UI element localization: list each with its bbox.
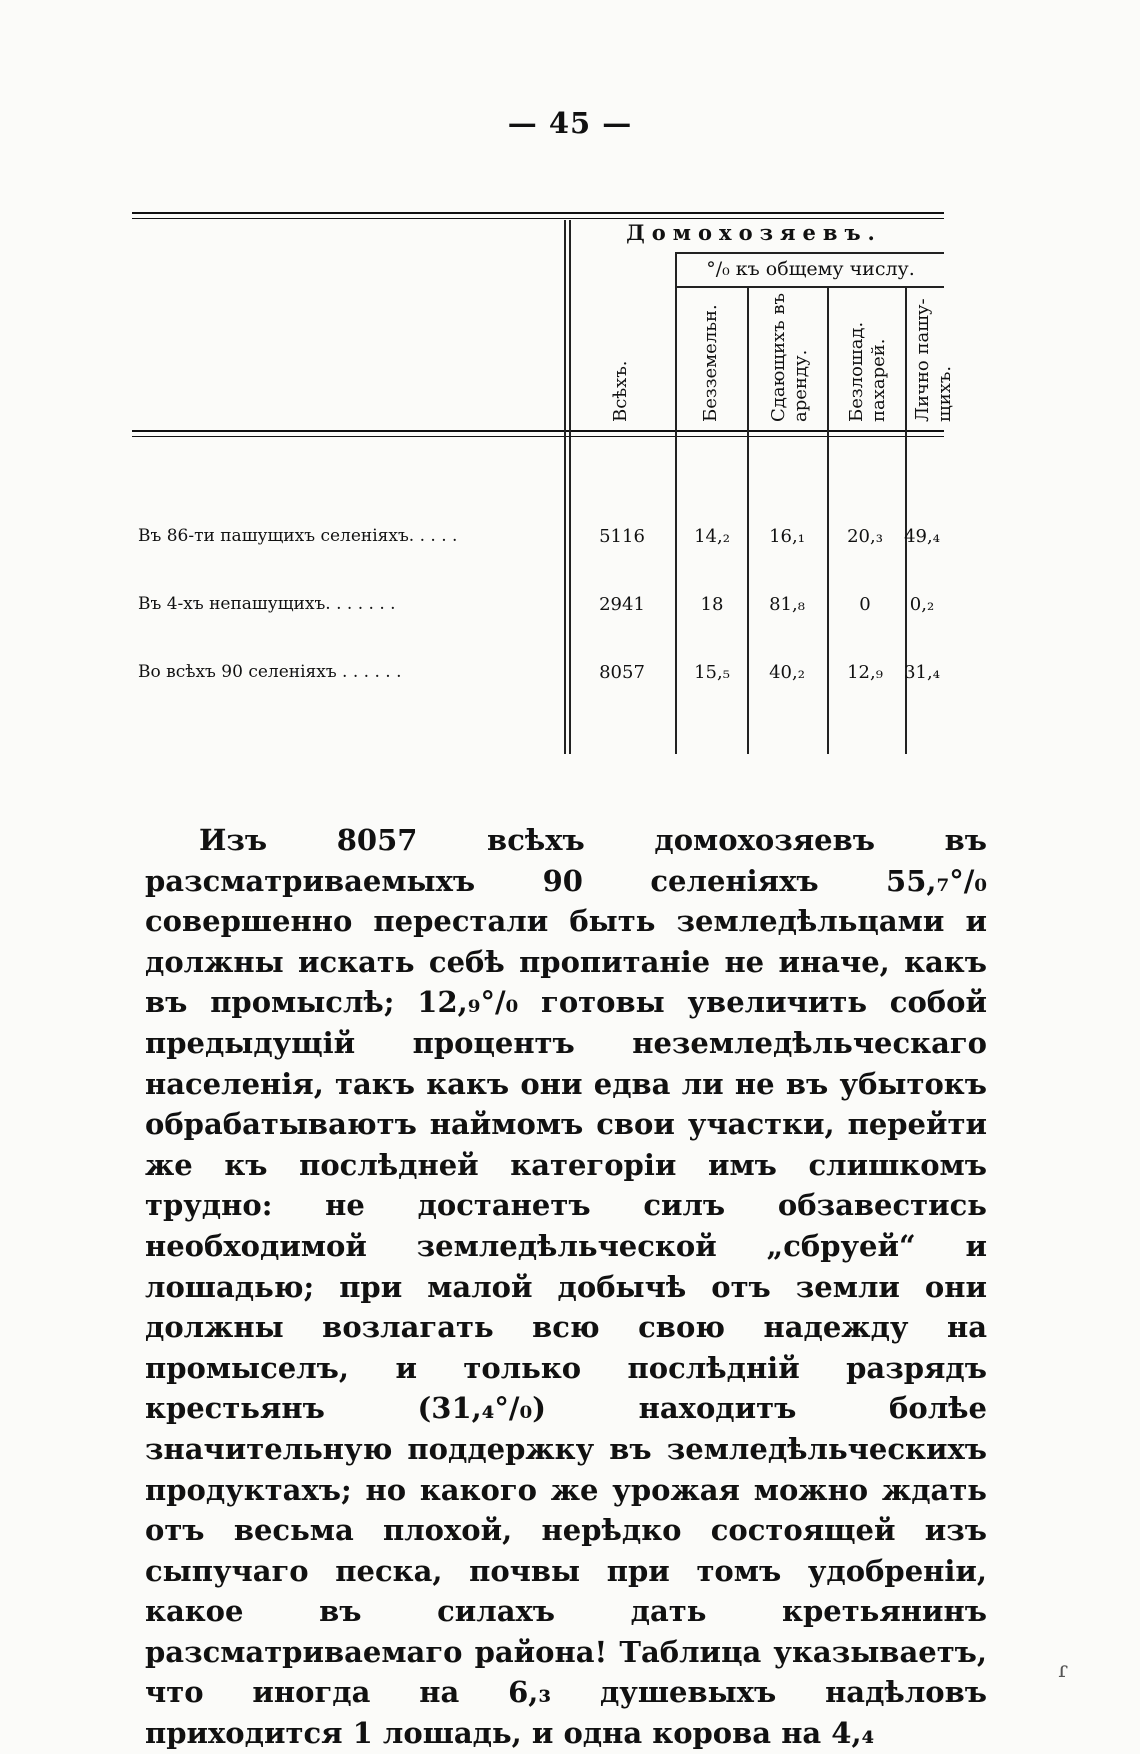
header-bottom-rule (132, 430, 944, 432)
col-header-renting (768, 293, 812, 422)
row-label: Во всѣхъ 90 селеніяхъ . . . . . . (138, 662, 402, 682)
col-header-self (912, 298, 956, 422)
col-header-horseless-line1: Безлошад. (846, 321, 867, 422)
header-households: Домохозяевъ. (626, 220, 882, 245)
col-header-self-line2: щихъ. (934, 365, 955, 422)
cell-renting: 16,₁ (769, 526, 805, 547)
row-label: Въ 4-хъ непашущихъ. . . . . . . (138, 594, 396, 614)
subheader-divider (677, 286, 944, 288)
cell-horseless: 0 (859, 594, 871, 615)
col-header-horseless-line2: пахарей. (868, 338, 889, 422)
body-text (145, 820, 987, 1754)
cell-renting: 40,₂ (769, 662, 805, 683)
table-top-rule (132, 212, 944, 214)
cell-landless: 15,₅ (694, 662, 730, 683)
table-top-rule-2 (132, 218, 944, 219)
cell-all: 2941 (599, 594, 645, 615)
header-percent: °/₀ къ общему числу. (706, 258, 915, 280)
page-number: — 45 — (507, 106, 633, 140)
col-divider-double-a (564, 220, 566, 754)
col-header-landless: Безземельн. (700, 304, 721, 422)
col-divider-2 (747, 286, 749, 754)
cell-horseless: 20,₃ (847, 526, 883, 547)
cell-all: 5116 (599, 526, 645, 547)
cell-self: 31,₄ (904, 662, 940, 683)
header-divider (677, 252, 944, 254)
row-label: Въ 86-ти пашущихъ селеніяхъ. . . . . (138, 526, 458, 546)
col-divider-4 (905, 286, 907, 754)
col-header-all: Всѣхъ. (610, 360, 631, 422)
cell-self: 0,₂ (909, 594, 935, 615)
cell-all: 8057 (599, 662, 645, 683)
col-header-self-line1: Лично пашу- (912, 298, 933, 422)
col-header-horseless (846, 322, 890, 422)
statistics-table (132, 206, 955, 754)
col-header-renting-line1: Сдающихъ въ (768, 293, 789, 422)
pencil-mark: ɾ (1058, 1658, 1068, 1683)
header-bottom-rule-2 (132, 436, 944, 437)
col-divider-double-b (569, 220, 571, 754)
body-paragraph: Изъ 8057 всѣхъ домохозяевъ въ разсматриваемыхъ 90 селеніяхъ 55,₇°/₀ совершенно перестали быть земледѣльцами и должны искать себѣ пропитаніе не иначе, какъ въ промыслѣ; 12,₉°/₀ готовы увеличить собой предыдущій процентъ неземледѣльческаго населенія, такъ какъ они едва ли не въ убытокъ обрабатываютъ наймомъ свои участки, перейти же къ послѣдней категоріи имъ слишкомъ трудно: не достанетъ силъ обзавестись необходимой земледѣльческой „сбруей“ и лошадью; при малой добычѣ отъ земли они должны возлагать всю свою надежду на промыселъ, и только послѣдній разрядъ крестьянъ (31,₄°/₀) находитъ болѣе значительную поддержку въ земледѣльческихъ продуктахъ; но какого же урожая можно ждать отъ весьма плохой, нерѣдко состоящей изъ сыпучаго песка, почвы при томъ удобреніи, какое въ силахъ дать кретьянинъ разсматриваемаго района! Таблица указываетъ, что иногда на 6,₃ душевыхъ надѣловъ приходится 1 лошадь, и одна корова на 4,₄ (145, 823, 987, 1751)
cell-self: 49,₄ (904, 526, 940, 547)
cell-renting: 81,₈ (769, 594, 805, 615)
col-header-renting-line2: аренду. (790, 349, 811, 422)
cell-landless: 14,₂ (694, 526, 730, 547)
cell-horseless: 12,₉ (847, 662, 883, 683)
cell-landless: 18 (700, 594, 724, 615)
col-divider-3 (827, 286, 829, 754)
